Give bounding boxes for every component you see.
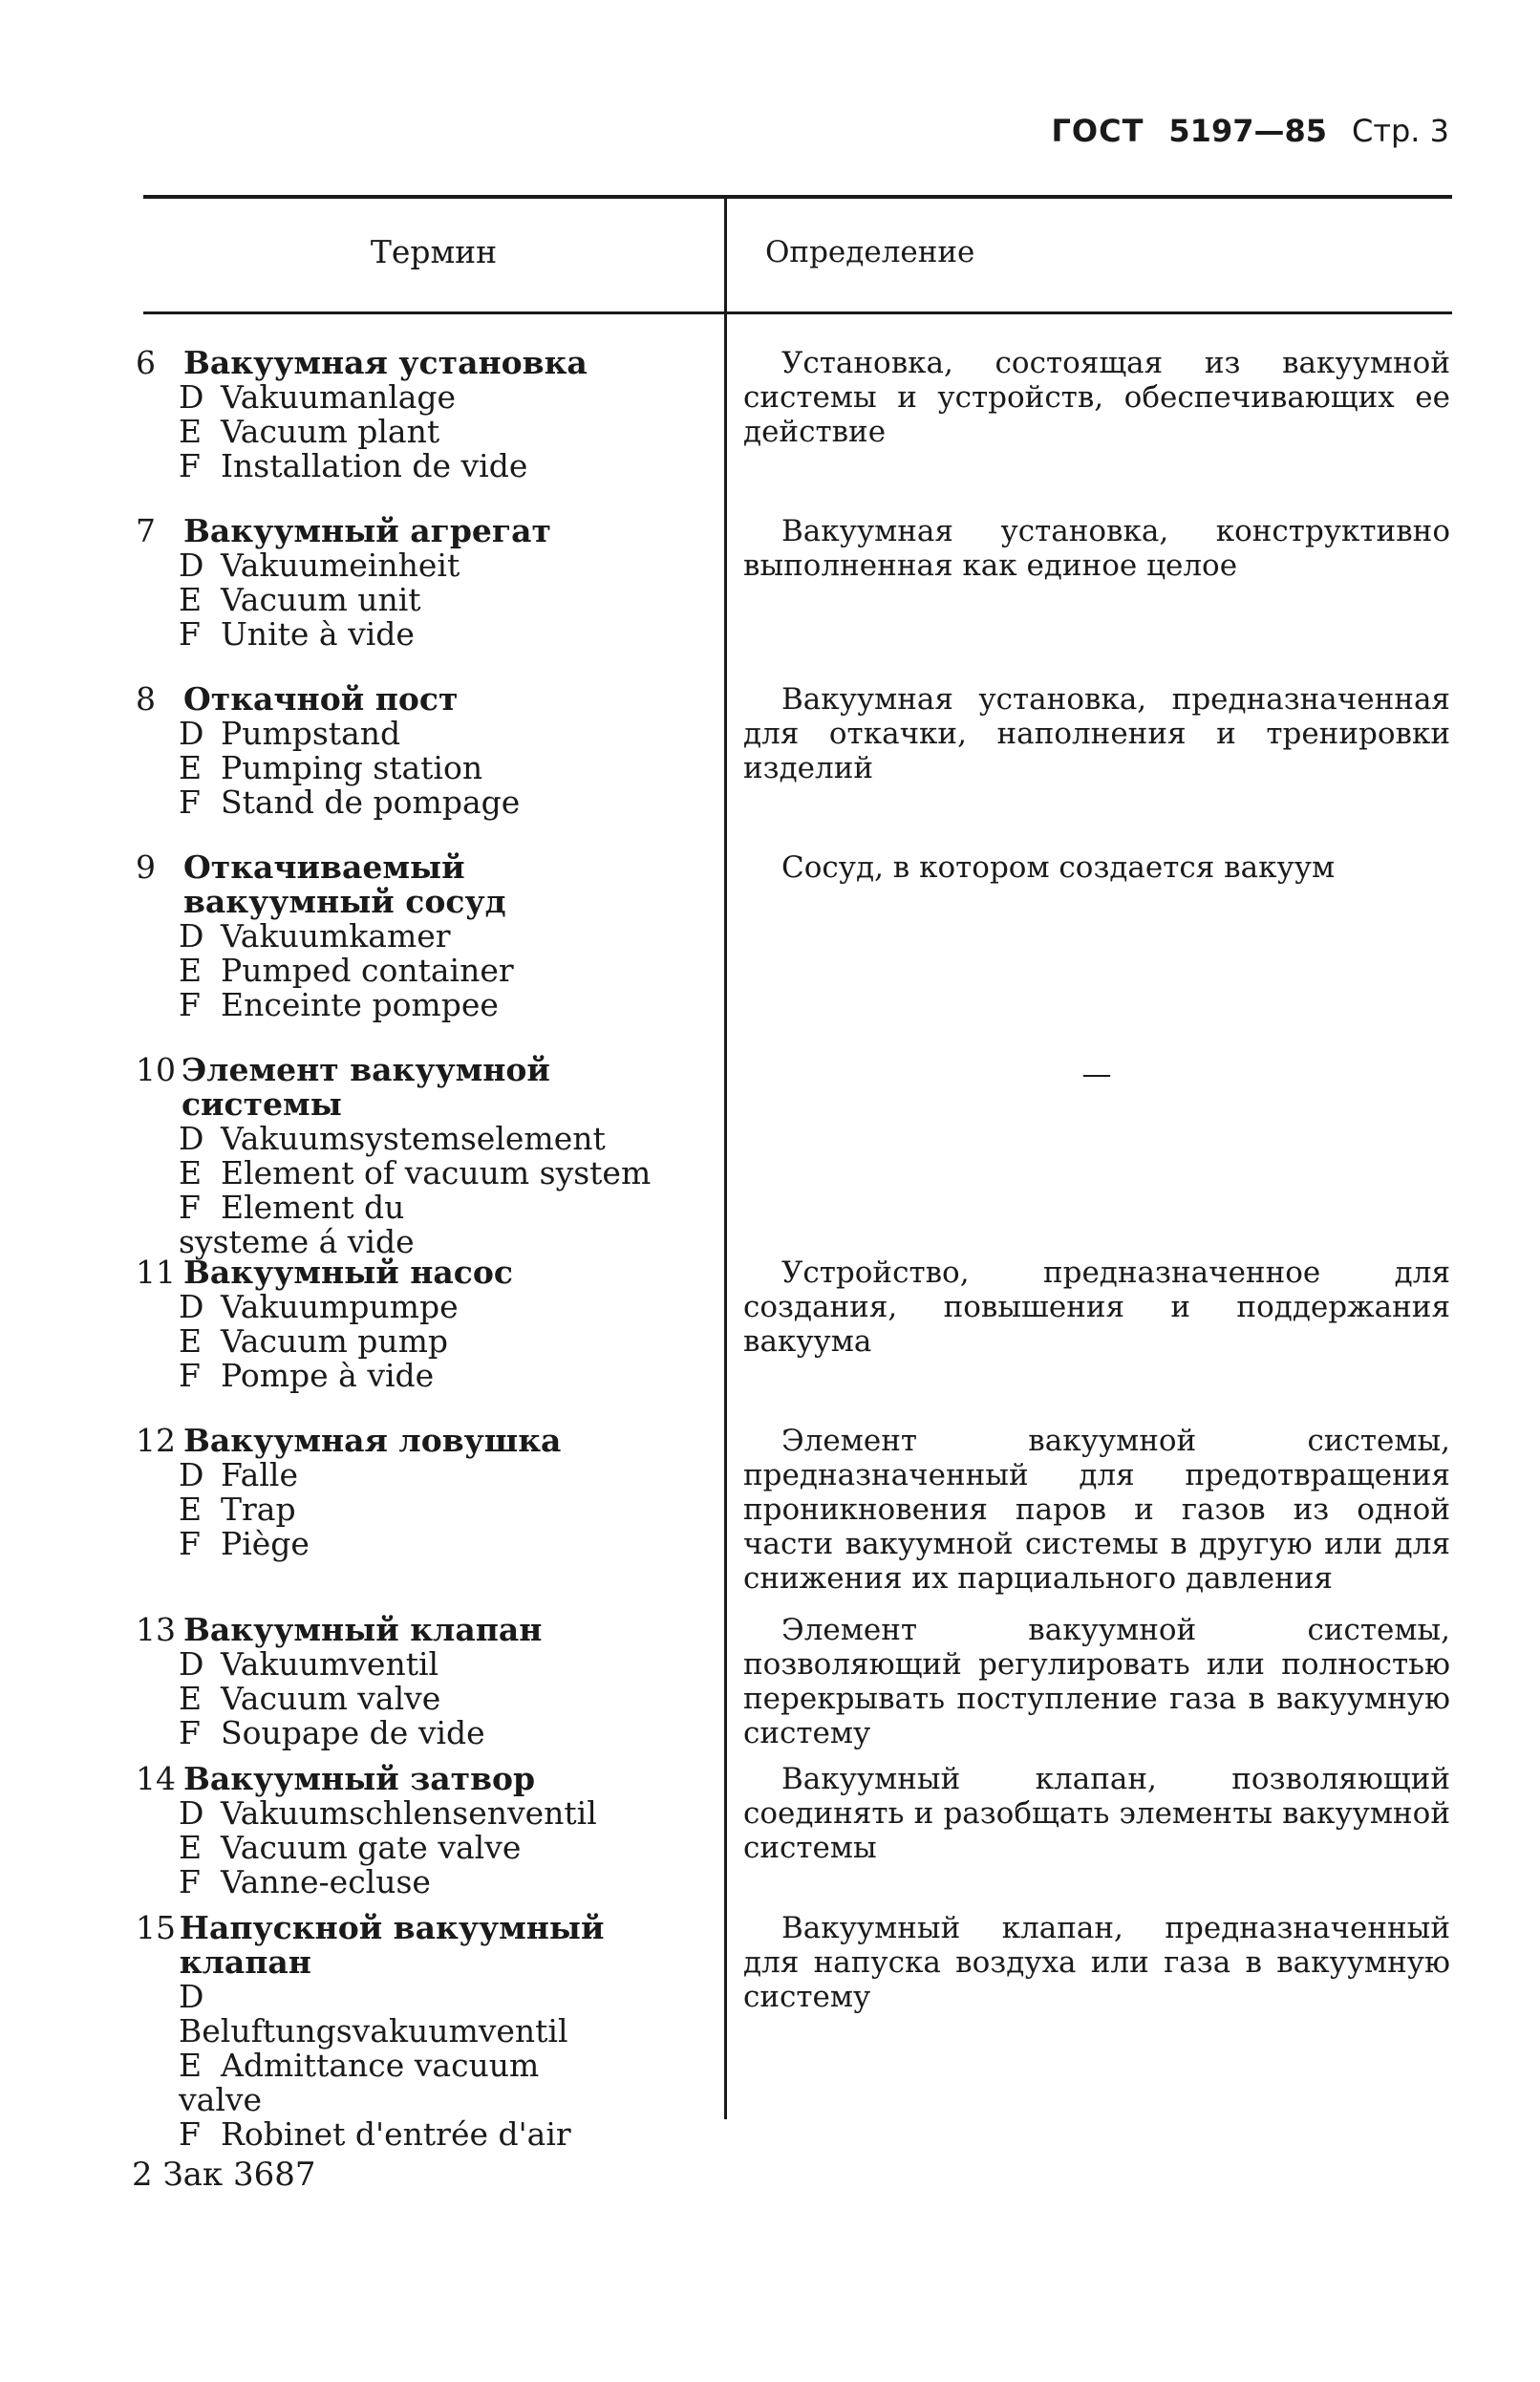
page-number: Стр. 3 [1352, 113, 1449, 149]
term-cell [136, 1053, 699, 1259]
term-title: Вакуумная ловушка [183, 1422, 562, 1459]
term-cell [136, 1424, 699, 1561]
definition-cell: Вакуумная установка, предназначенная для откачки, наполнения и тренировки изделий [743, 682, 1450, 785]
term-title: Вакуумный агрегат [183, 512, 551, 549]
term-title: Откачной пост [183, 680, 459, 718]
term-german: D Vakuumschlensenventil [179, 1794, 597, 1832]
column-header-definition: Определение [765, 235, 975, 269]
definition-cell: Элемент вакуумной системы, позволяющий регулировать или полностью перекрывать поступление газа в вакуумную систему [743, 1613, 1450, 1750]
term-title: Элемент вакуумной системы [181, 1051, 550, 1123]
definition-cell: — [1081, 1057, 1112, 1091]
standard-code: ГОСТ [1051, 113, 1144, 149]
column-header-term: Термин [370, 233, 498, 270]
term-cell [136, 1762, 699, 1899]
term-french: F Soupape de vide [179, 1714, 485, 1751]
term-french: F Robinet d'entrée d'air [179, 2115, 571, 2153]
term-title: Вакуумный затвор [183, 1760, 536, 1797]
term-english: E Vacuum pump [179, 1322, 449, 1360]
term-english: E Trap [179, 1491, 296, 1528]
definition-cell: Сосуд, в котором создается вакуум [781, 850, 1336, 885]
term-english: E Vacuum gate valve [179, 1829, 522, 1866]
term-german: D Vakuumeinheit [179, 547, 460, 584]
term-cell [136, 1911, 699, 2152]
term-number: 15 [136, 1909, 176, 1946]
term-cell [136, 346, 699, 483]
term-cell [136, 514, 699, 652]
standard-number: 5197—85 [1168, 113, 1327, 149]
term-french: F Enceinte pompee [179, 986, 499, 1023]
definition-cell: Элемент вакуумной системы, предназначенный для предотвращения проникновения паров и газов из одной части вакуумной системы в другую или для снижения их парциального давления [743, 1424, 1450, 1596]
term-cell [136, 1255, 699, 1393]
term-cell [136, 1613, 699, 1750]
term-number: 11 [136, 1254, 176, 1291]
term-english: E Element of vacuum system [179, 1154, 652, 1191]
term-english: E Vacuum unit [179, 581, 421, 618]
term-german: D Falle [179, 1456, 298, 1493]
term-title: Вакуумная установка [183, 344, 588, 381]
term-title: Вакуумный клапан [183, 1611, 543, 1648]
term-english: E Admittance vacuum valve [179, 2047, 540, 2118]
term-german: D Pumpstand [179, 715, 401, 752]
term-cell [136, 682, 699, 820]
term-english: E Pumping station [179, 749, 483, 786]
term-french: F Piège [179, 1525, 310, 1562]
term-number: 7 [136, 512, 156, 549]
term-french: F Vanne-ecluse [179, 1863, 431, 1900]
term-number: 9 [136, 848, 156, 886]
term-number: 14 [136, 1760, 176, 1797]
term-title: Вакуумный насос [183, 1254, 513, 1291]
term-german: D Vakuumventil [179, 1645, 439, 1683]
term-title: Откачиваемый вакуумный сосуд [183, 848, 506, 920]
term-number: 13 [136, 1611, 176, 1648]
column-divider [724, 199, 727, 2119]
term-french: F Unite à vide [179, 615, 415, 653]
table-top-rule [143, 195, 1452, 199]
definition-cell: Вакуумный клапан, предназначенный для напуска воздуха или газа в вакуумную систему [743, 1911, 1450, 2014]
term-german: D Vakuumkamer [179, 917, 451, 955]
term-french: F Installation de vide [179, 447, 528, 484]
term-number: 10 [136, 1051, 176, 1088]
definition-cell: Устройство, предназначенное для создания, повышения и поддержания вакуума [743, 1255, 1450, 1359]
term-french: F Element du systeme á vide [179, 1189, 415, 1260]
term-german: D Vakuumsystemselement [179, 1120, 606, 1157]
page-header [1052, 113, 1450, 149]
term-title: Напускной вакуумный клапан [179, 1909, 605, 1981]
print-order-note: 2 Зак 3687 [132, 2156, 316, 2194]
definition-cell: Вакуумная установка, конструктивно выполненная как единое целое [743, 514, 1450, 583]
term-english: E Pumped container [179, 952, 514, 989]
definition-cell: Вакуумный клапан, позволяющий соединять и разобщать элементы вакуумной системы [743, 1762, 1450, 1865]
table-header-rule [143, 311, 1452, 314]
term-german: DBeluftungsvakuumventil [179, 1978, 568, 2049]
term-number: 6 [136, 344, 156, 381]
term-french: F Stand de pompage [179, 783, 521, 821]
term-number: 8 [136, 680, 156, 718]
term-german: D Vakuumanlage [179, 378, 457, 416]
definition-cell: Установка, состоящая из вакуумной системы и устройств, обеспечивающих ее действие [743, 346, 1450, 449]
term-english: E Vacuum valve [179, 1680, 441, 1717]
term-german: D Vakuumpumpe [179, 1288, 459, 1325]
term-french: F Pompe à vide [179, 1357, 435, 1394]
term-english: E Vacuum plant [179, 413, 440, 450]
term-number: 12 [136, 1422, 176, 1459]
term-cell [136, 850, 699, 1022]
